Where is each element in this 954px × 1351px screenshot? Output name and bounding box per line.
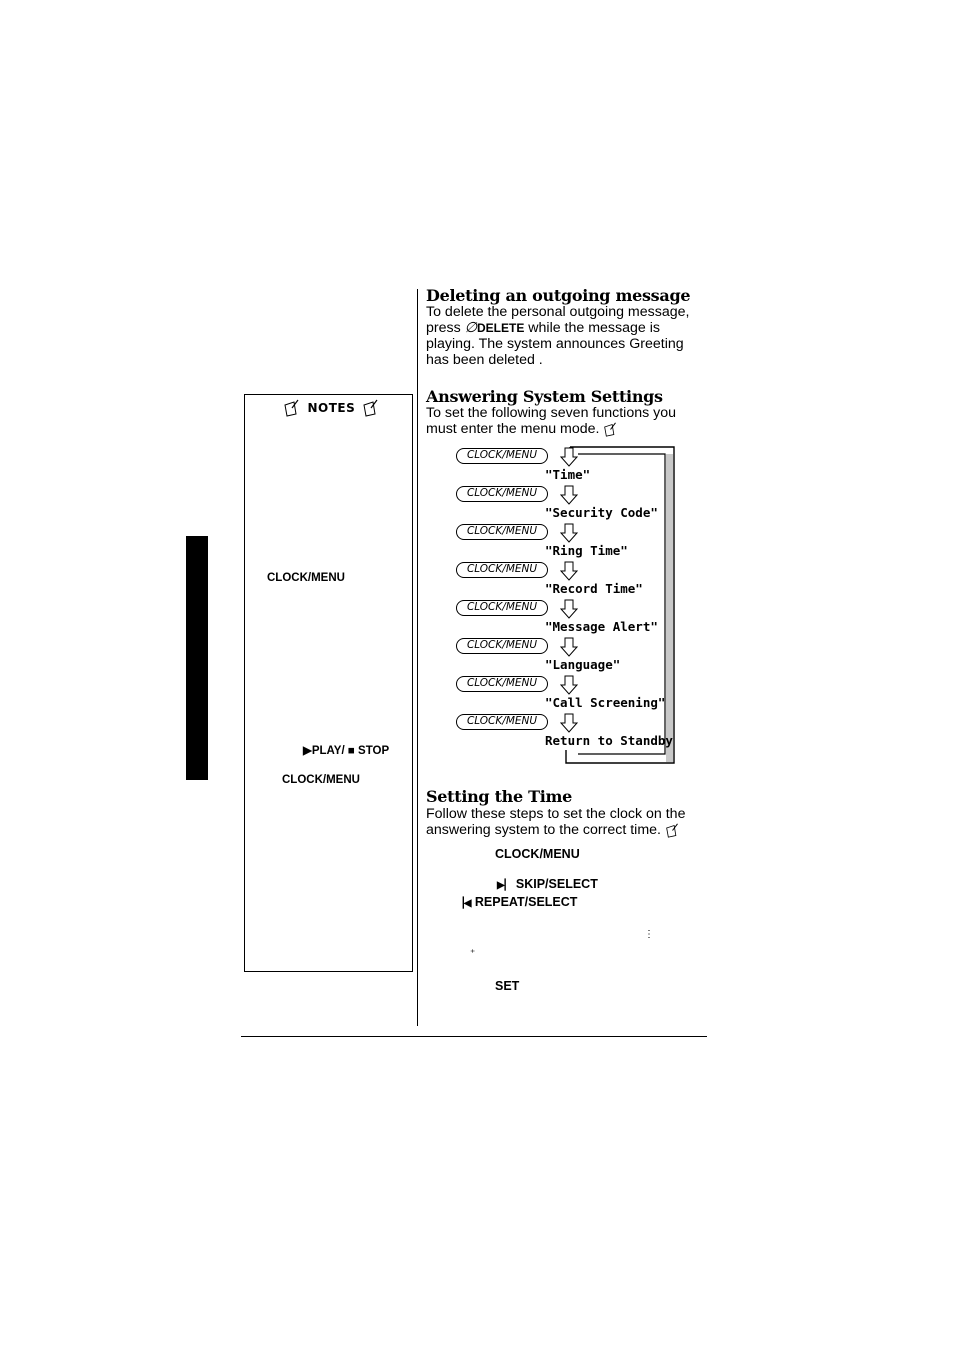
skip-forward-icon: ▶▏ xyxy=(497,880,513,891)
menu-step-label: "Time" xyxy=(545,467,591,482)
menu-loop-bracket xyxy=(560,444,680,769)
play-icon: ▶ xyxy=(303,745,312,757)
menu-step-label: "Record Time" xyxy=(545,581,643,596)
skip-back-icon: ▕◀ xyxy=(456,898,472,909)
colon-glyph: ⋮ xyxy=(644,929,654,940)
answering-heading: Answering System Settings xyxy=(426,387,663,406)
down-arrow-icon xyxy=(560,561,578,581)
notes-title: NOTES xyxy=(307,401,356,415)
menu-step-label: "Security Code" xyxy=(545,505,658,520)
deleting-line-3: playing. The system announces Greeting xyxy=(426,336,684,352)
menu-step-label: "Call Screening" xyxy=(545,695,666,710)
clock-menu-button[interactable]: CLOCK/MENU xyxy=(456,448,548,464)
answering-line-1: To set the following seven functions you xyxy=(426,405,677,421)
stop-icon: ■ xyxy=(347,745,355,757)
answering-body xyxy=(426,405,711,437)
setting-time-body xyxy=(426,806,711,838)
answering-line-2: must enter the menu mode. xyxy=(426,421,711,437)
down-arrow-icon xyxy=(560,637,578,657)
skip-select-button-label: ▶▏ SKIP/SELECT xyxy=(497,877,598,891)
delete-button-label: DELETE xyxy=(477,321,525,335)
down-arrow-icon xyxy=(560,675,578,695)
clock-menu-button[interactable]: CLOCK/MENU xyxy=(456,524,548,540)
setting-time-line-2: answering system to the correct time. xyxy=(426,822,711,838)
deleting-line-2: press ∅DELETE while the message is xyxy=(426,320,660,336)
deleting-body xyxy=(426,304,711,368)
menu-step-label: Return to Standby xyxy=(545,733,673,748)
menu-step-label: "Message Alert" xyxy=(545,619,658,634)
menu-step-label: "Ring Time" xyxy=(545,543,628,558)
deleting-line-4: has been deleted . xyxy=(426,352,543,368)
deleting-line-1: To delete the personal outgoing message, xyxy=(426,304,690,320)
clock-menu-button[interactable]: CLOCK/MENU xyxy=(456,562,548,578)
play-label: PLAY/ xyxy=(311,745,345,757)
notepad-icon xyxy=(665,823,680,838)
notepad-icon xyxy=(362,399,380,417)
clock-menu-button[interactable]: CLOCK/MENU xyxy=(456,638,548,654)
notepad-icon xyxy=(283,399,301,417)
notes-header xyxy=(283,399,380,417)
clock-menu-button[interactable]: CLOCK/MENU xyxy=(456,486,548,502)
notes-play-stop-label xyxy=(303,743,389,757)
column-divider xyxy=(417,289,418,1026)
set-button-label: SET xyxy=(495,979,520,993)
stop-label: STOP xyxy=(358,745,390,757)
repeat-select-button-label: ▕◀ REPEAT/SELECT xyxy=(456,895,578,909)
bottom-rule xyxy=(241,1036,707,1037)
side-tab xyxy=(186,536,208,780)
deleting-heading: Deleting an outgoing message xyxy=(426,286,691,305)
down-arrow-icon xyxy=(560,599,578,619)
notes-box xyxy=(244,394,413,972)
mark-glyph: ⁺ xyxy=(470,948,476,959)
notes-clock-menu-label: CLOCK/MENU xyxy=(267,572,345,584)
clock-menu-button-label: CLOCK/MENU xyxy=(495,847,580,861)
setting-time-heading: Setting the Time xyxy=(426,787,573,806)
down-arrow-icon xyxy=(560,447,578,467)
setting-time-line-1: Follow these steps to set the clock on the xyxy=(426,806,686,822)
down-arrow-icon xyxy=(560,523,578,543)
down-arrow-icon xyxy=(560,485,578,505)
notes-clock-menu-label-2: CLOCK/MENU xyxy=(282,774,360,786)
delete-icon: ∅ xyxy=(464,320,477,336)
down-arrow-icon xyxy=(560,713,578,733)
clock-menu-button[interactable]: CLOCK/MENU xyxy=(456,676,548,692)
menu-step-label: "Language" xyxy=(545,657,621,672)
notepad-icon xyxy=(603,422,618,437)
clock-menu-button[interactable]: CLOCK/MENU xyxy=(456,714,548,730)
clock-menu-button[interactable]: CLOCK/MENU xyxy=(456,600,548,616)
